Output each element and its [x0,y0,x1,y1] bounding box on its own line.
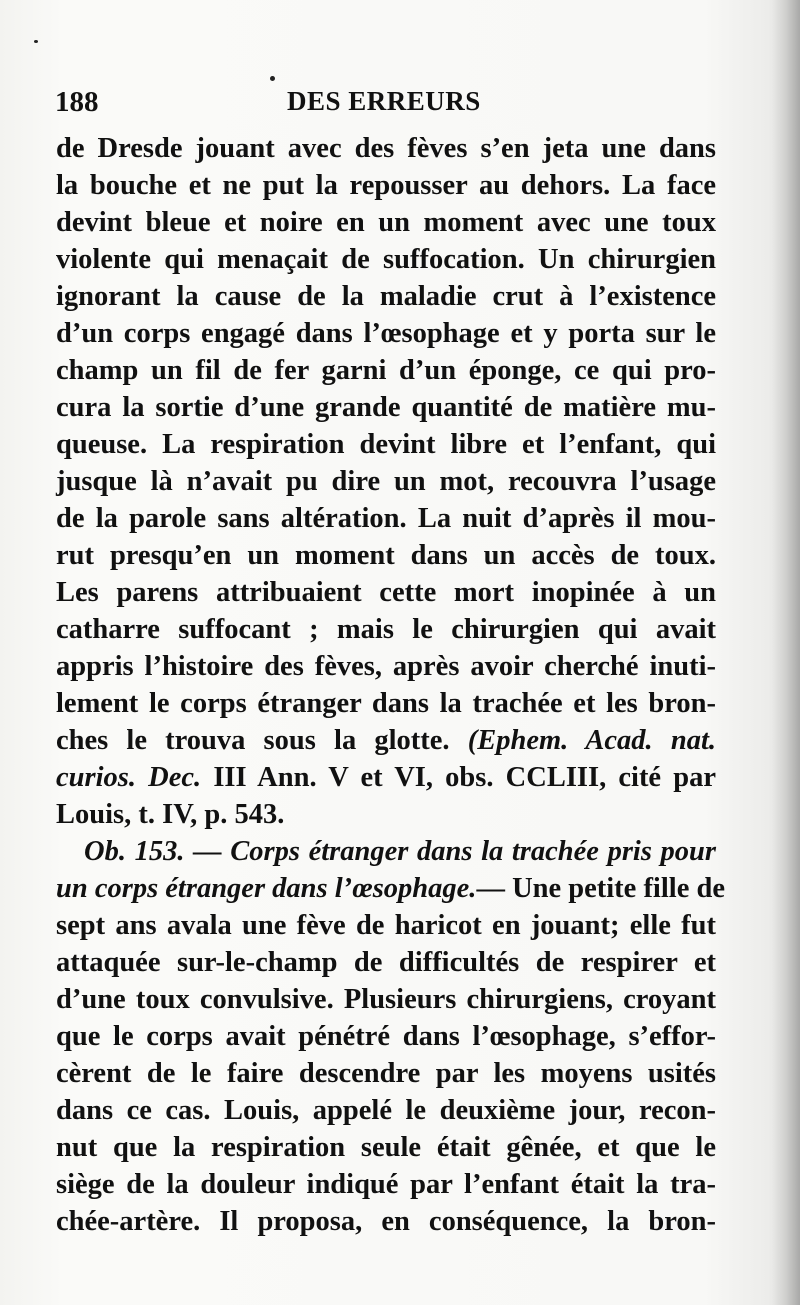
text-line: violente qui menaçait de suffocation. Un chirurgien [56,244,716,275]
observation-title: un corps étranger dans l’œsophage. [56,873,477,904]
text-line-citation [56,722,716,759]
body-text [56,130,725,1240]
text-line: champ un fil de fer garni d’un éponge, ce qui pro- [56,355,716,386]
text-line: queuse. La respiration devint libre et l’enfant, qui [56,429,716,460]
text-line: jusque là n’avait pu dire un mot, recouvra l’usage [56,466,716,497]
citation-source: (Ephem. Acad. nat. [467,725,716,756]
page-edge-shadow [772,0,800,1305]
text-line: de la parole sans altération. La nuit d’après il mou- [56,503,716,534]
text-line: que le corps avait pénétré dans l’œsophage, s’effor- [56,1021,716,1052]
text-line: de Dresde jouant avec des fèves s’en jeta une dans [56,133,716,164]
text-line: sept ans avala une fève de haricot en jouant; elle fut [56,910,716,941]
text-line: attaquée sur-le-champ de difficultés de respirer et [56,947,716,978]
observation-text: Une petite fille de [512,873,725,904]
text-line: la bouche et ne put la repousser au dehors. La face [56,170,716,201]
observation-label: Ob. 153. [84,836,185,867]
text-line: d’un corps engagé dans l’œsophage et y porta sur le [56,318,716,349]
text-line: cèrent de le faire descendre par les moyens usités [56,1058,716,1089]
text-line: cura la sortie d’une grande quantité de matière mu- [56,392,716,423]
observation-heading-line [56,833,716,870]
page-header [55,86,730,126]
text-line: devint bleue et noire en un moment avec une toux [56,207,716,238]
text-line: dans ce cas. Louis, appelé le deuxième jour, recon- [56,1095,716,1126]
text-line: Louis, t. IV, p. 543. [56,799,285,830]
running-head: DES ERREURS [287,86,481,116]
page-number: 188 [55,86,99,118]
text-line: catharre suffocant ; mais le chirurgien qui avait [56,614,716,645]
text-line: siège de la douleur indiqué par l’enfant était la tra- [56,1169,716,1200]
citation-source: curios. [56,762,136,793]
citation-text: ches le trouva sous la glotte. [56,725,450,756]
text-line-citation [56,759,716,796]
text-line: lement le corps étranger dans la trachée et les bron- [56,688,716,719]
ink-speck [270,76,275,81]
observation-heading-line [56,870,725,907]
citation-reference: III Ann. V et VI, obs. CCLIII, cité par [213,762,716,793]
citation-decade: Dec. [148,762,202,793]
ink-speck [34,40,38,43]
text-line: nut que la respiration seule était gênée, et que le [56,1132,716,1163]
text-line: chée-artère. Il proposa, en conséquence, la bron- [56,1206,716,1237]
observation-dash: — [476,873,505,904]
observation-title: — Corps étranger dans la trachée pris pour [193,836,716,867]
text-line: appris l’histoire des fèves, après avoir cherché inuti- [56,651,716,682]
text-line: Les parens attribuaient cette mort inopinée à un [56,577,716,608]
text-line: rut presqu’en un moment dans un accès de toux. [56,540,716,571]
text-line: ignorant la cause de la maladie crut à l’existence [56,281,716,312]
text-line: d’une toux convulsive. Plusieurs chirurgiens, croyant [56,984,716,1015]
